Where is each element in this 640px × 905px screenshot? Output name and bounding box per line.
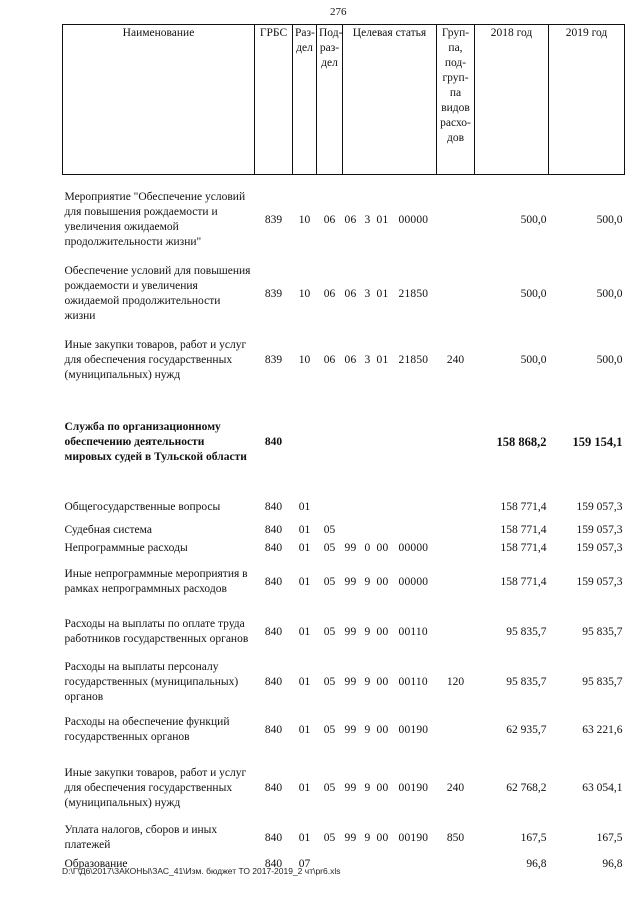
row-razdel: 07: [298, 857, 311, 870]
target-article-part: 99: [344, 831, 357, 844]
row-grbs: 840: [264, 781, 283, 794]
row-grbs: 840: [264, 831, 283, 844]
row-grbs: 840: [264, 675, 283, 688]
target-article-part: 00: [376, 723, 389, 736]
row-podrazdel: 05: [323, 723, 336, 736]
row-razdel: [293, 401, 317, 483]
row-podrazdel: 06: [323, 353, 336, 366]
row-value-2018: 158 771,4: [500, 541, 547, 554]
row-razdel: 01: [298, 541, 311, 554]
row-expense-group: [437, 539, 475, 557]
row-razdel: 01: [298, 723, 311, 736]
row-target-article: [343, 493, 437, 521]
row-target-article: [343, 657, 437, 707]
table-row: [63, 327, 625, 393]
row-value-2018: 500,0: [520, 353, 547, 366]
row-value-2018: 95 835,7: [506, 625, 547, 638]
row-target-article: [343, 709, 437, 751]
target-article-part: 9: [364, 781, 371, 794]
row-podrazdel: 05: [323, 625, 336, 638]
row-razdel: 10: [298, 353, 311, 366]
row-target-article: [343, 557, 437, 607]
target-article-part: 99: [344, 723, 357, 736]
row-podrazdel: [317, 401, 343, 483]
row-expense-group: [437, 261, 475, 327]
header-target: Целевая статья: [343, 25, 437, 175]
header-grbs: ГРБС: [255, 25, 293, 175]
row-expense-group: 850: [446, 831, 465, 844]
target-article-part: 9: [364, 625, 371, 638]
table-row: [63, 261, 625, 327]
row-razdel: 01: [298, 625, 311, 638]
row-name: Иные закупки товаров, работ и услуг для обеспечения государственных (муниципальных) нужд: [64, 338, 247, 381]
target-article-part: 00110: [398, 675, 428, 688]
row-value-2018: 167,5: [520, 831, 547, 844]
row-podrazdel: 05: [323, 781, 336, 794]
file-path-footer: D:\Г\Д6\2017\ЗАКОНЫ\ЗАС_41\Изм. бюджет ТО 2017-2019_2 чт\pr6.xls: [62, 866, 341, 876]
target-article-part: 99: [344, 781, 357, 794]
row-name: Служба по организационному обеспечению деятельности мировых судей в Тульской области: [64, 420, 247, 463]
target-article-part: 21850: [398, 287, 429, 300]
row-expense-group: [437, 855, 475, 873]
row-expense-group: [437, 493, 475, 521]
row-value-2019: 96,8: [602, 857, 623, 870]
row-grbs: 840: [264, 523, 283, 536]
row-name: Обеспечение условий для повышения рождаемости и увеличения ожидаемой продолжительности жизни: [64, 265, 251, 322]
row-podrazdel: 06: [323, 213, 336, 226]
row-name: Иные непрограммные мероприятия в рамках непрограммных расходов: [64, 568, 248, 595]
row-razdel: 01: [298, 675, 311, 688]
row-value-2018: 158 868,2: [496, 434, 547, 449]
row-grbs: 840: [264, 575, 283, 588]
row-name: Мероприятие "Обеспечение условий для повышения рождаемости и увеличения ожидаемой продолжительности жизни": [64, 191, 246, 248]
table-row: [63, 657, 625, 707]
target-article-part: 9: [364, 723, 371, 736]
target-article-part: 01: [376, 353, 389, 366]
row-grbs: 839: [264, 353, 283, 366]
table-row: [63, 401, 625, 483]
target-article-part: 99: [344, 625, 357, 638]
row-spacer: [63, 483, 625, 493]
table-row: [63, 557, 625, 607]
target-article-part: 3: [364, 287, 371, 300]
header-name: Наименование: [63, 25, 255, 175]
target-article-part: 99: [344, 541, 357, 554]
target-article-part: 9: [364, 575, 371, 588]
target-article-part: 00: [376, 675, 389, 688]
target-article-part: 0: [364, 541, 371, 554]
target-article-part: 3: [364, 353, 371, 366]
row-grbs: 840: [264, 723, 283, 736]
row-expense-group: [437, 401, 475, 483]
row-expense-group: [437, 557, 475, 607]
row-value-2018: 95 835,7: [506, 675, 547, 688]
row-target-article: [343, 179, 437, 261]
row-podrazdel: 05: [323, 541, 336, 554]
row-value-2018: 158 771,4: [500, 523, 547, 536]
row-value-2019: 63 221,6: [582, 723, 623, 736]
target-article-part: 06: [344, 213, 357, 226]
budget-table: [62, 24, 625, 873]
row-expense-group: [437, 179, 475, 261]
row-name: Расходы на выплаты по оплате труда работников государственных органов: [64, 618, 249, 645]
row-value-2019: 159 057,3: [576, 575, 623, 588]
header-group: Груп-па, под-груп-па видов расхо-дов: [437, 25, 475, 175]
target-article-part: 99: [344, 675, 357, 688]
row-value-2019: 159 057,3: [576, 500, 623, 513]
page-number: 276: [330, 6, 347, 18]
row-value-2018: 96,8: [526, 857, 547, 870]
row-spacer: [63, 393, 625, 401]
row-value-2019: 167,5: [596, 831, 623, 844]
row-name: Судебная система: [64, 523, 152, 536]
row-value-2019: 500,0: [596, 353, 623, 366]
row-target-article: [343, 401, 437, 483]
row-razdel: 01: [298, 523, 311, 536]
row-value-2019: 159 057,3: [576, 541, 623, 554]
target-article-part: 9: [364, 675, 371, 688]
row-name: Общегосударственные вопросы: [64, 500, 221, 513]
row-target-article: [343, 521, 437, 539]
row-grbs: 840: [264, 435, 283, 448]
row-value-2019: 500,0: [596, 213, 623, 226]
table-row: [63, 179, 625, 261]
row-value-2019: 95 835,7: [582, 625, 623, 638]
target-article-part: 00: [376, 541, 389, 554]
row-grbs: 840: [264, 541, 283, 554]
target-article-part: 00190: [398, 781, 429, 794]
row-razdel: 01: [298, 831, 311, 844]
row-target-article: [343, 539, 437, 557]
row-target-article: [343, 821, 437, 855]
row-podrazdel: 05: [323, 675, 336, 688]
target-article-part: 01: [376, 213, 389, 226]
target-article-part: 00000: [398, 213, 429, 226]
row-value-2018: 62 768,2: [506, 781, 547, 794]
row-grbs: 839: [264, 213, 283, 226]
row-name: Расходы на выплаты персоналу государственных (муниципальных) органов: [64, 660, 239, 703]
row-razdel: 10: [298, 213, 311, 226]
row-value-2018: 158 771,4: [500, 575, 547, 588]
target-article-part: 00: [376, 575, 389, 588]
target-article-part: 00: [376, 625, 389, 638]
table-header-row: [63, 25, 625, 175]
target-article-part: 01: [376, 287, 389, 300]
header-razdel: Раз-дел: [293, 25, 317, 175]
row-value-2018: 500,0: [520, 287, 547, 300]
target-article-part: 3: [364, 213, 371, 226]
row-target-article: [343, 755, 437, 821]
row-expense-group: 240: [446, 781, 465, 794]
row-value-2018: 62 935,7: [506, 723, 547, 736]
row-podrazdel: [317, 493, 343, 521]
table-row: [63, 521, 625, 539]
row-expense-group: [437, 521, 475, 539]
row-expense-group: 240: [446, 353, 465, 366]
target-article-part: 00000: [398, 575, 429, 588]
target-article-part: 21850: [398, 353, 429, 366]
row-grbs: 840: [264, 857, 283, 870]
header-2019: 2019 год: [549, 25, 625, 175]
target-article-part: 00190: [398, 831, 429, 844]
target-article-part: 00: [376, 781, 389, 794]
row-target-article: [343, 607, 437, 657]
row-razdel: 01: [298, 575, 311, 588]
row-name: Иные закупки товаров, работ и услуг для обеспечения государственных (муниципальных) нужд: [64, 766, 247, 809]
row-grbs: 839: [264, 287, 283, 300]
table-row: [63, 607, 625, 657]
target-article-part: 9: [364, 831, 371, 844]
row-target-article: [343, 855, 437, 873]
row-grbs: 840: [264, 625, 283, 638]
target-article-part: 06: [344, 287, 357, 300]
target-article-part: 06: [344, 353, 357, 366]
row-expense-group: [437, 607, 475, 657]
header-podrazdel: Под-раз-дел: [317, 25, 343, 175]
target-article-part: 00190: [398, 723, 429, 736]
row-value-2019: 159 154,1: [572, 434, 623, 449]
row-grbs: 840: [264, 500, 283, 513]
row-expense-group: [437, 709, 475, 751]
header-2018: 2018 год: [475, 25, 549, 175]
row-podrazdel: 06: [323, 287, 336, 300]
row-razdel: 01: [298, 500, 311, 513]
row-name: Расходы на обеспечение функций государственных органов: [64, 716, 230, 743]
row-razdel: 01: [298, 781, 311, 794]
table-row: [63, 539, 625, 557]
row-value-2019: 159 057,3: [576, 523, 623, 536]
row-podrazdel: 05: [323, 831, 336, 844]
row-value-2018: 500,0: [520, 213, 547, 226]
table-row: [63, 755, 625, 821]
row-name: Непрограммные расходы: [64, 541, 188, 554]
row-name: Уплата налогов, сборов и иных платежей: [64, 824, 218, 851]
row-expense-group: 120: [446, 675, 465, 688]
row-value-2019: 63 054,1: [582, 781, 623, 794]
row-podrazdel: 05: [323, 575, 336, 588]
row-value-2018: 158 771,4: [500, 500, 547, 513]
row-value-2019: 95 835,7: [582, 675, 623, 688]
row-razdel: 10: [298, 287, 311, 300]
target-article-part: 00000: [398, 541, 429, 554]
table-body: [63, 175, 625, 874]
target-article-part: 00: [376, 831, 389, 844]
row-podrazdel: 05: [323, 523, 336, 536]
row-name: Образование: [64, 857, 128, 870]
target-article-part: 00110: [398, 625, 428, 638]
row-value-2019: 500,0: [596, 287, 623, 300]
table-row: [63, 821, 625, 855]
row-target-article: [343, 327, 437, 393]
row-target-article: [343, 261, 437, 327]
table-row: [63, 709, 625, 751]
target-article-part: 99: [344, 575, 357, 588]
table-row: [63, 493, 625, 521]
